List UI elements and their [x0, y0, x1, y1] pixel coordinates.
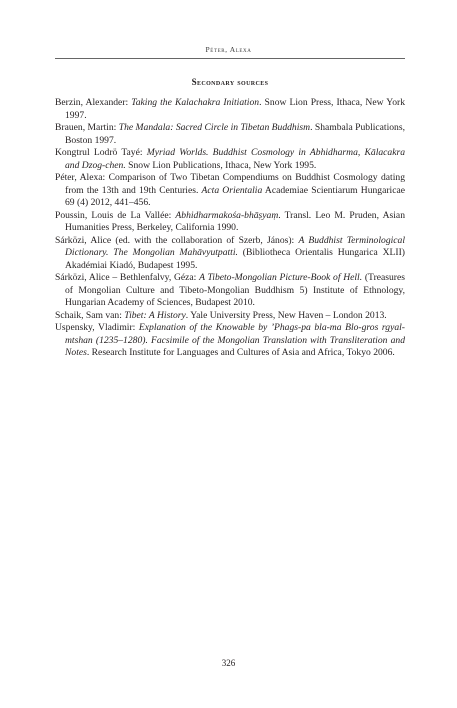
reference-author: Brauen, Martin: [55, 122, 119, 133]
reference-title: Abhidharmakośa-bhāṣyaṃ [175, 209, 279, 221]
reference-item [55, 147, 405, 172]
reference-publication: (Treasures of Mongolian Culture and Tibeto-Mongolian Buddhism 5) Institute of Ethnology, Hungarian Academy of Sciences, Budapest 2010. [65, 272, 405, 308]
reference-author: Péter, Alexa: Comparison of Two Tibetan Compendiums on Buddhist Cosmology dating from the 13th and 19th Centuries. [55, 172, 405, 196]
reference-author: Uspensky, Vladimir: [55, 322, 139, 333]
reference-title: Taking the Kalachakra Initiation [131, 97, 260, 108]
reference-author: Kongtrul Lodrö Tayé: [55, 147, 147, 158]
reference-publication: . Snow Lion Press, Ithaca, New York 1997. [65, 97, 406, 121]
reference-author: Schaik, Sam van: [55, 309, 125, 321]
reference-item [55, 272, 405, 310]
reference-item [55, 97, 405, 122]
reference-author: Berzin, Alexander: [55, 97, 132, 108]
reference-author: Sárközi, Alice (ed. with the collaboration of Szerb, János): [55, 234, 299, 246]
reference-publication: . Transl. Leo M. Pruden, Asian Humanities Press, Berkeley, California 1990. [65, 209, 405, 233]
reference-item [55, 235, 405, 273]
reference-title: Explanation of the Knowable by ’Phags-pa bla-ma Blo-gros rgyal-mtshan (1235–1280). Facsimile of the Mongolian Translation with Transliteration and Notes [65, 322, 405, 358]
reference-author: Sárközi, Alice – Bethlenfalvy, Géza: [55, 272, 200, 283]
reference-publication: . Shambala Publications, Boston 1997. [65, 122, 405, 146]
header-rule [55, 58, 405, 59]
running-head: Péter, Alexa [205, 45, 252, 54]
page-number: 326 [221, 658, 236, 668]
reference-item [55, 310, 405, 323]
reference-title: A Tibeto-Mongolian Picture-Book of Hell. [199, 272, 363, 283]
reference-publication: Academiae Scientiarum Hungaricae 69 (4) 2012, 441–456. [65, 184, 405, 208]
reference-author: Poussin, Louis de La Vallée: [55, 209, 176, 221]
reference-list [55, 97, 405, 360]
reference-item [55, 210, 405, 235]
reference-title: A Buddhist Terminological Dictionary. The Mongolian Mahāvyutpatti. [65, 234, 406, 258]
reference-item [55, 172, 405, 210]
reference-publication: (Bibliotheca Orientalis Hungarica XLII) Akadémiai Kiadó, Budapest 1995. [65, 247, 405, 271]
reference-title: Myriad Worlds. Buddhist Cosmology in Abhidharma, Kālacakra and Dzog-chen. [65, 147, 405, 171]
reference-title: Tibet: A History [124, 309, 186, 321]
reference-publication: . Research Institute for Languages and Cultures of Asia and Africa, Tokyo 2006. [86, 347, 395, 358]
reference-item [55, 122, 405, 147]
reference-title: The Mandala: Sacred Circle in Tibetan Buddhism [118, 122, 311, 133]
reference-title: Acta Orientalia [201, 184, 263, 196]
reference-item [55, 322, 405, 360]
reference-publication: . Yale University Press, New Haven – London 2013. [185, 309, 387, 321]
reference-publication: Snow Lion Publications, Ithaca, New York 1995. [125, 159, 317, 171]
section-title: Secondary sources [191, 77, 269, 87]
